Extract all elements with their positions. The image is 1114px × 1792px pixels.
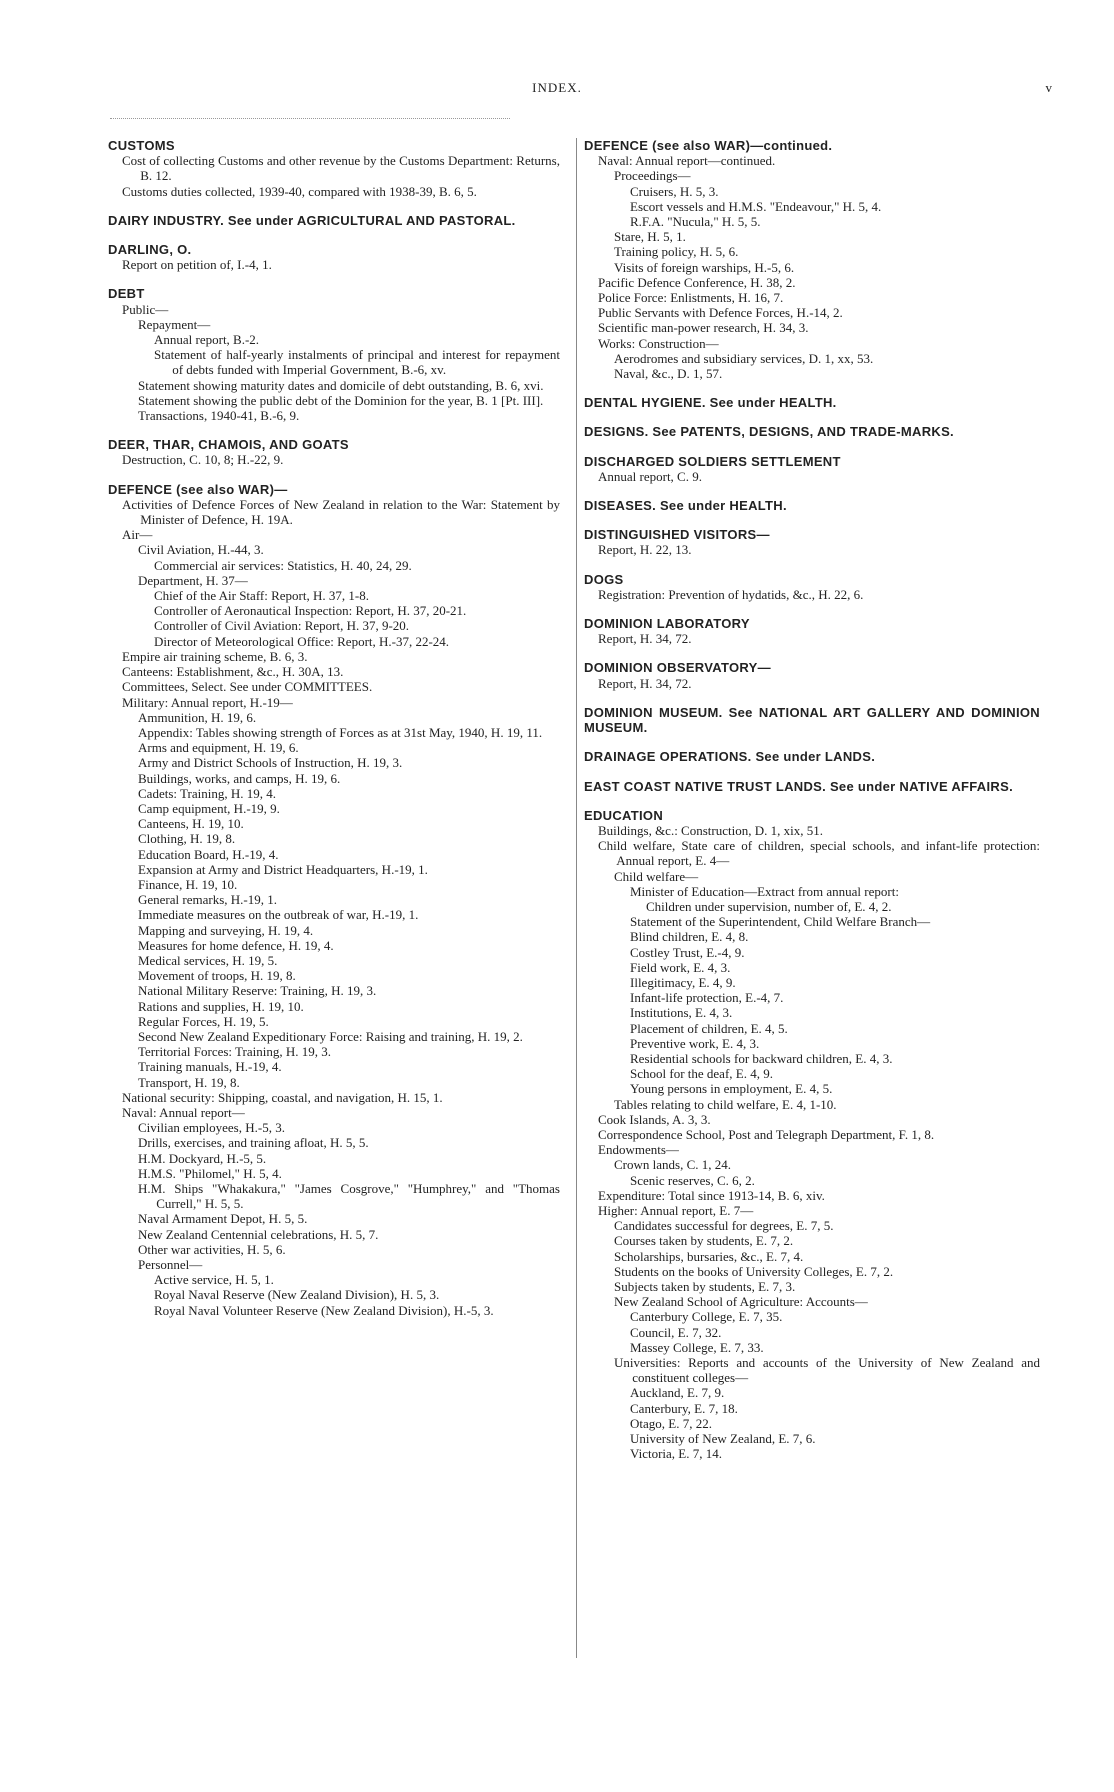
entry-heading: DESIGNS. See PATENTS, DESIGNS, AND TRADE-MARKS. <box>584 424 954 440</box>
entry-line: Students on the books of University Colleges, E. 7, 2. <box>614 1263 894 1279</box>
entry-line: Universities: Reports and accounts of the University of New Zealand and constituent colleges— <box>614 1355 1040 1386</box>
index-entry <box>584 527 1040 557</box>
entry-line: Training policy, H. 5, 6. <box>614 244 739 260</box>
entry-line: Cook Islands, A. 3, 3. <box>598 1111 711 1127</box>
entry-line: Repayment— <box>138 316 211 332</box>
entry-line: Young persons in employment, E. 4, 5. <box>630 1081 833 1097</box>
entry-heading: DISCHARGED SOLDIERS SETTLEMENT <box>584 453 841 469</box>
entry-line: Controller of Civil Aviation: Report, H. 37, 9-20. <box>154 618 410 634</box>
entry-line: Department, H. 37— <box>138 572 248 588</box>
right-column <box>584 138 1040 1475</box>
entry-line: Transport, H. 19, 8. <box>138 1074 240 1090</box>
entry-line: Air— <box>122 527 153 543</box>
entry-line: Chief of the Air Staff: Report, H. 37, 1-8. <box>154 588 369 604</box>
index-entry <box>584 779 1040 794</box>
entry-line: Education Board, H.-19, 4. <box>138 846 279 862</box>
entry-line: Courses taken by students, E. 7, 2. <box>614 1233 794 1249</box>
entry-line: Police Force: Enlistments, H. 16, 7. <box>598 290 784 306</box>
entry-line: Royal Naval Volunteer Reserve (New Zealand Division), H.-5, 3. <box>154 1302 494 1318</box>
entry-line: New Zealand Centennial celebrations, H. 5, 7. <box>138 1226 379 1242</box>
entry-line: Escort vessels and H.M.S. "Endeavour," H. 5, 4. <box>630 198 882 214</box>
index-entry <box>584 424 1040 439</box>
page-number: v <box>1045 80 1052 95</box>
entry-heading: DEBT <box>108 286 145 302</box>
entry-line: Endowments— <box>598 1142 679 1158</box>
entry-line: Military: Annual report, H.-19— <box>122 694 293 710</box>
index-entry <box>584 138 1040 381</box>
entry-line: University of New Zealand, E. 7, 6. <box>630 1431 816 1447</box>
entry-line: Statement of half-yearly instalments of principal and interest for repayment of debts funded with Imperial Government, B.-6, xv. <box>154 347 560 378</box>
entry-line: Regular Forces, H. 19, 5. <box>138 1013 269 1029</box>
page-title: INDEX. <box>532 80 582 95</box>
entry-heading: DOMINION OBSERVATORY— <box>584 660 771 676</box>
entry-line: Works: Construction— <box>598 335 719 351</box>
entry-heading: DENTAL HYGIENE. See under HEALTH. <box>584 395 837 411</box>
entry-line: Naval Armament Depot, H. 5, 5. <box>138 1211 308 1227</box>
entry-line: Annual report, C. 9. <box>598 468 702 484</box>
entry-line: Naval: Annual report—continued. <box>598 153 776 169</box>
entry-heading: EDUCATION <box>584 807 664 823</box>
entry-line: Cost of collecting Customs and other revenue by the Customs Department: Returns, B. 12. <box>122 153 560 184</box>
index-entry <box>108 437 560 467</box>
entry-line: Annual report, B.-2. <box>154 332 260 348</box>
page-header <box>0 80 1114 100</box>
entry-line: Transactions, 1940-41, B.-6, 9. <box>138 408 300 424</box>
entry-line: Institutions, E. 4, 3. <box>630 1005 733 1021</box>
entry-line: Active service, H. 5, 1. <box>154 1272 274 1288</box>
index-entry <box>108 242 560 272</box>
index-entry <box>108 138 560 199</box>
index-entry <box>584 454 1040 484</box>
left-column <box>108 138 560 1332</box>
entry-line: Mapping and surveying, H. 19, 4. <box>138 922 314 938</box>
entry-heading: DEER, THAR, CHAMOIS, AND GOATS <box>108 437 349 453</box>
entry-line: Ammunition, H. 19, 6. <box>138 709 257 725</box>
entry-line: H.M. Ships "Whakakura," "James Cosgrove," "Humphrey," and "Thomas Currell," H. 5, 5. <box>138 1181 560 1212</box>
entry-line: Proceedings— <box>614 168 691 184</box>
entry-line: Other war activities, H. 5, 6. <box>138 1241 286 1257</box>
entry-line: Expansion at Army and District Headquarters, H.-19, 1. <box>138 861 428 877</box>
entry-line: Immediate measures on the outbreak of war, H.-19, 1. <box>138 907 419 923</box>
entry-heading: DARLING, O. <box>108 242 192 258</box>
entry-line: Commercial air services: Statistics, H. 40, 24, 29. <box>154 557 412 573</box>
entry-line: Destruction, C. 10, 8; H.-22, 9. <box>122 452 284 468</box>
entry-line: Customs duties collected, 1939-40, compared with 1938-39, B. 6, 5. <box>122 183 477 199</box>
entry-line: Stare, H. 5, 1. <box>614 229 686 245</box>
entry-line: Statement showing maturity dates and domicile of debt outstanding, B. 6, xvi. <box>138 377 544 393</box>
index-entry <box>108 213 560 228</box>
entry-line: Movement of troops, H. 19, 8. <box>138 968 296 984</box>
entry-heading: DOMINION LABORATORY <box>584 616 750 632</box>
entry-line: Cadets: Training, H. 19, 4. <box>138 785 276 801</box>
index-entry <box>584 705 1040 735</box>
entry-line: Council, E. 7, 32. <box>630 1324 722 1340</box>
entry-line: Second New Zealand Expeditionary Force: Raising and training, H. 19, 2. <box>138 1028 523 1044</box>
entry-line: Royal Naval Reserve (New Zealand Division), H. 5, 3. <box>154 1287 440 1303</box>
entry-line: Committees, Select. See under COMMITTEES. <box>122 679 373 695</box>
entry-line: Clothing, H. 19, 8. <box>138 831 236 847</box>
entry-line: Civilian employees, H.-5, 3. <box>138 1120 285 1136</box>
entry-line: Costley Trust, E.-4, 9. <box>630 944 745 960</box>
entry-heading: DAIRY INDUSTRY. See under AGRICULTURAL AND PASTORAL. <box>108 212 516 228</box>
entry-line: Scholarships, bursaries, &c., E. 7, 4. <box>614 1248 804 1264</box>
entry-line: Residential schools for backward children, E. 4, 3. <box>630 1050 893 1066</box>
index-entry <box>584 498 1040 513</box>
entry-line: Canterbury College, E. 7, 35. <box>630 1309 783 1325</box>
entry-line: Scenic reserves, C. 6, 2. <box>630 1172 755 1188</box>
entry-line: Empire air training scheme, B. 6, 3. <box>122 648 308 664</box>
entry-line: Director of Meteorological Office: Report, H.-37, 22-24. <box>154 633 450 649</box>
entry-heading: DOMINION MUSEUM. See NATIONAL ART GALLERY AND DOMINION MUSEUM. <box>584 704 1040 736</box>
entry-line: Buildings, works, and camps, H. 19, 6. <box>138 770 341 786</box>
entry-line: Civil Aviation, H.-44, 3. <box>138 542 264 558</box>
index-entry <box>584 616 1040 646</box>
entry-line: Arms and equipment, H. 19, 6. <box>138 740 299 756</box>
entry-line: Child welfare— <box>614 868 699 884</box>
entry-line: Training manuals, H.-19, 4. <box>138 1059 282 1075</box>
entry-line: Auckland, E. 7, 9. <box>630 1385 725 1401</box>
entry-line: Correspondence School, Post and Telegraph Department, F. 1, 8. <box>598 1126 935 1142</box>
entry-line: Victoria, E. 7, 14. <box>630 1446 723 1462</box>
entry-line: Massey College, E. 7, 33. <box>630 1339 764 1355</box>
index-entry <box>584 749 1040 764</box>
entry-line: Canterbury, E. 7, 18. <box>630 1400 738 1416</box>
entry-line: School for the deaf, E. 4, 9. <box>630 1066 773 1082</box>
entry-line: Blind children, E. 4, 8. <box>630 929 749 945</box>
entry-line: Camp equipment, H.-19, 9. <box>138 800 280 816</box>
entry-line: R.F.A. "Nucula," H. 5, 5. <box>630 214 761 230</box>
entry-line: Field work, E. 4, 3. <box>630 959 731 975</box>
entry-line: New Zealand School of Agriculture: Accounts— <box>614 1294 868 1310</box>
entry-line: Children under supervision, number of, E. 4, 2. <box>646 898 892 914</box>
entry-line: Statement of the Superintendent, Child Welfare Branch— <box>630 914 931 930</box>
index-entry <box>584 395 1040 410</box>
entry-line: Otago, E. 7, 22. <box>630 1415 712 1431</box>
entry-heading: DOGS <box>584 571 624 587</box>
entry-line: Activities of Defence Forces of New Zealand in relation to the War: Statement by Minister of Defence, H. 19A. <box>122 496 560 528</box>
entry-line: Report, H. 34, 72. <box>598 631 692 647</box>
entry-line: Expenditure: Total since 1913-14, B. 6, xiv. <box>598 1187 825 1203</box>
entry-line: Naval, &c., D. 1, 57. <box>614 366 723 382</box>
entry-line: Drills, exercises, and training afloat, H. 5, 5. <box>138 1135 369 1151</box>
entry-line: Statement showing the public debt of the Dominion for the year, B. 1 [Pt. III]. <box>138 392 544 408</box>
entry-line: Territorial Forces: Training, H. 19, 3. <box>138 1044 331 1060</box>
entry-line: Rations and supplies, H. 19, 10. <box>138 998 304 1014</box>
entry-line: Report, H. 34, 72. <box>598 675 692 691</box>
entry-line: Registration: Prevention of hydatids, &c., H. 22, 6. <box>598 586 864 602</box>
entry-line: Visits of foreign warships, H.-5, 6. <box>614 259 795 275</box>
entry-line: Army and District Schools of Instruction, H. 19, 3. <box>138 755 403 771</box>
column-divider <box>576 138 577 1658</box>
entry-line: H.M. Dockyard, H.-5, 5. <box>138 1150 267 1166</box>
entry-heading: EAST COAST NATIVE TRUST LANDS. See under NATIVE AFFAIRS. <box>584 778 1013 794</box>
entry-line: Public Servants with Defence Forces, H.-14, 2. <box>598 305 843 321</box>
entry-line: Canteens, H. 19, 10. <box>138 816 244 832</box>
entry-line: Pacific Defence Conference, H. 38, 2. <box>598 274 796 290</box>
entry-line: National security: Shipping, coastal, and navigation, H. 15, 1. <box>122 1089 443 1105</box>
entry-heading: DRAINAGE OPERATIONS. See under LANDS. <box>584 749 876 765</box>
entry-line: National Military Reserve: Training, H. 19, 3. <box>138 983 377 999</box>
entry-heading: DEFENCE (see also WAR)— <box>108 481 288 497</box>
entry-line: H.M.S. "Philomel," H. 5, 4. <box>138 1165 282 1181</box>
entry-line: Naval: Annual report— <box>122 1104 245 1120</box>
entry-heading: DISTINGUISHED VISITORS— <box>584 527 770 543</box>
entry-line: Placement of children, E. 4, 5. <box>630 1020 788 1036</box>
entry-line: Canteens: Establishment, &c., H. 30A, 13. <box>122 664 344 680</box>
entry-line: Child welfare, State care of children, special schools, and infant-life protection: Annual report, E. 4— <box>598 838 1040 869</box>
entry-line: Report on petition of, I.-4, 1. <box>122 257 272 273</box>
entry-line: Preventive work, E. 4, 3. <box>630 1035 760 1051</box>
entry-line: Crown lands, C. 1, 24. <box>614 1157 731 1173</box>
entry-line: Higher: Annual report, E. 7— <box>598 1202 754 1218</box>
entry-line: Candidates successful for degrees, E. 7, 5. <box>614 1218 834 1234</box>
entry-line: Tables relating to child welfare, E. 4, 1-10. <box>614 1096 837 1112</box>
entry-line: Subjects taken by students, E. 7, 3. <box>614 1279 796 1294</box>
entry-line: Measures for home defence, H. 19, 4. <box>138 937 334 953</box>
entry-line: Minister of Education—Extract from annual report: <box>630 883 899 899</box>
index-entry <box>584 660 1040 690</box>
entry-heading: DISEASES. See under HEALTH. <box>584 498 787 514</box>
top-rule <box>110 118 510 119</box>
entry-line: Illegitimacy, E. 4, 9. <box>630 974 736 990</box>
entry-line: Personnel— <box>138 1257 203 1273</box>
entry-line: Scientific man-power research, H. 34, 3. <box>598 320 809 336</box>
entry-line: Controller of Aeronautical Inspection: Report, H. 37, 20-21. <box>154 603 467 619</box>
entry-heading: CUSTOMS <box>108 138 175 153</box>
entry-line: Cruisers, H. 5, 3. <box>630 183 719 199</box>
entry-line: Buildings, &c.: Construction, D. 1, xix, 51. <box>598 822 823 838</box>
entry-line: Report, H. 22, 13. <box>598 542 692 558</box>
entry-line: Public— <box>122 301 169 317</box>
entry-line: Appendix: Tables showing strength of Forces as at 31st May, 1940, H. 19, 11. <box>138 724 543 740</box>
index-entry <box>584 808 1040 1462</box>
entry-line: Medical services, H. 19, 5. <box>138 952 278 968</box>
index-entry <box>584 572 1040 602</box>
index-entry <box>108 482 560 1318</box>
entry-line: Aerodromes and subsidiary services, D. 1, xx, 53. <box>614 350 874 366</box>
entry-line: General remarks, H.-19, 1. <box>138 892 277 908</box>
entry-line: Infant-life protection, E.-4, 7. <box>630 990 784 1006</box>
entry-line: Finance, H. 19, 10. <box>138 876 238 892</box>
index-entry <box>108 286 560 423</box>
entry-heading: DEFENCE (see also WAR)—continued. <box>584 138 833 153</box>
